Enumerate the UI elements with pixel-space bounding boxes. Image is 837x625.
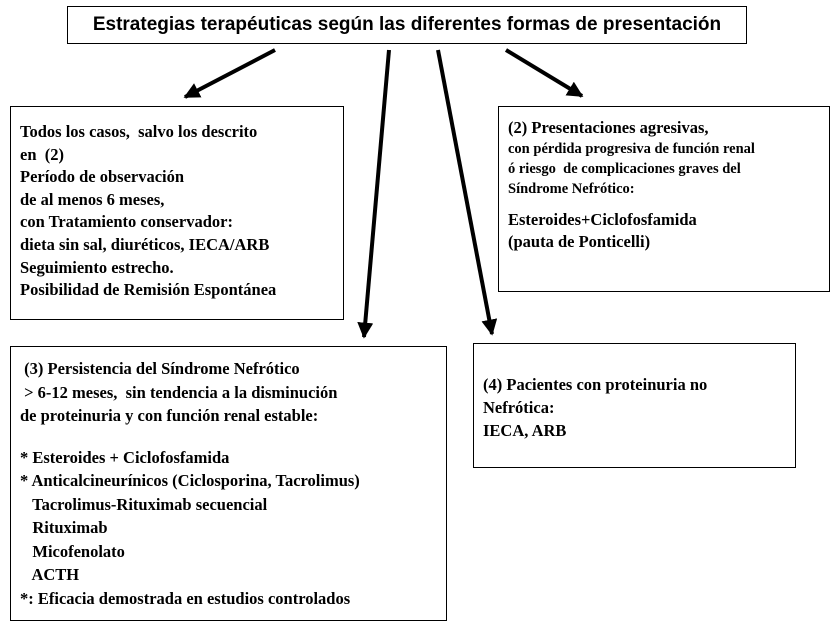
box3-treatment-line: * Esteroides + Ciclofosfamida <box>20 447 230 467</box>
box2-description-line: con pérdida progresiva de función renal <box>508 141 755 157</box>
box2-treatment-line: (pauta de Ponticelli) <box>508 232 651 251</box>
box1-line: con Tratamiento conservador: <box>20 212 233 232</box>
box2-description-line: ó riesgo de complicaciones graves del <box>508 161 741 177</box>
box1-line: Todos los casos, salvo los descrito <box>20 122 258 141</box>
diagram-title: Estrategias terapéuticas según las diferentes formas de presentación <box>92 14 722 35</box>
box2-treatment-line: Esteroides+Ciclofosfamida <box>508 210 697 229</box>
box4-line: Nefrótica: <box>483 398 555 417</box>
box1-line: Seguimiento estrecho. <box>20 257 174 277</box>
box3-intro-line: > 6-12 meses, sin tendencia a la disminución <box>20 382 338 402</box>
box3-treatment-line: * Anticalcineurínicos (Ciclosporina, Tacrolimus) <box>20 471 360 490</box>
box3-intro-line: de proteinuria y con función renal estable: <box>20 406 319 425</box>
box3-treatment-line: Rituximab <box>20 518 108 537</box>
box2-description-line: Síndrome Nefrótico: <box>508 181 635 197</box>
box1-line: Período de observación <box>20 167 185 187</box>
box3-treatment-line: Tacrolimus-Rituximab secuencial <box>20 494 268 514</box>
arrow-to-box4 <box>438 50 492 334</box>
box-aggressive-presentations <box>498 106 830 292</box>
box4-line: (4) Pacientes con proteinuria no <box>483 375 708 394</box>
box3-intro-line: (3) Persistencia del Síndrome Nefrótico <box>20 359 300 378</box>
arrow-to-box2 <box>506 50 582 96</box>
box1-line: dieta sin sal, diuréticos, IECA/ARB <box>20 234 270 254</box>
box1-line: Posibilidad de Remisión Espontánea <box>20 280 277 300</box>
arrow-to-box1 <box>185 50 275 97</box>
box-conservative-treatment <box>10 106 344 320</box>
box-persistent-nephrotic-syndrome <box>10 346 447 621</box>
box1-line: en (2) <box>20 144 64 164</box>
box1-line: de al menos 6 meses, <box>20 189 165 209</box>
box-non-nephrotic-proteinuria <box>473 343 796 468</box>
box4-line: IECA, ARB <box>483 421 567 440</box>
box2-heading: (2) Presentaciones agresivas, <box>508 118 709 137</box>
box3-treatment-line: ACTH <box>20 565 80 584</box>
arrow-to-box3 <box>364 50 389 337</box>
box3-treatment-line: Micofenolato <box>20 541 125 561</box>
box3-treatment-line: *: Eficacia demostrada en estudios controlados <box>20 588 351 608</box>
